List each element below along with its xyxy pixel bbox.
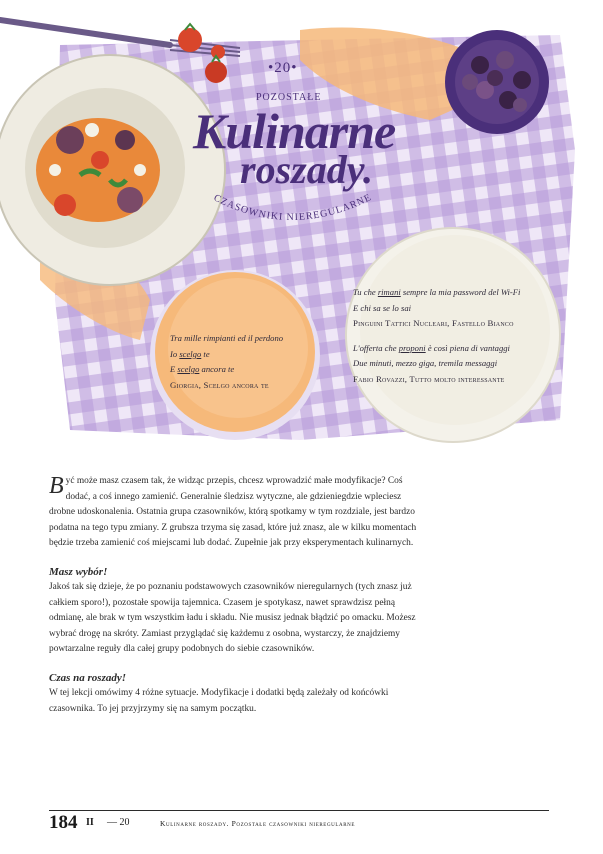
page-footer — [49, 810, 549, 840]
fork — [0, 20, 170, 45]
intro-paragraph: Być może masz czasem tak, że widząc przepis, chcesz wprowadzić małe modyfikacje? Coś dodać, a coś innego zamienić. Generalnie śledzisz wytyczne, ale gdzieniegdzie wpleciesz drobne udoskonalenia. Ostatnia grupa czasowników, którą spotkamy w tym rozdziale, jest bardzo podatna na tego typu zmiany. Z grubsza trzyma się zasad, które już znasz, ale w kilku momentach będzie trzeba zamienić coś miejscami lub dodać. Zupełnie jak przy eksperymentach kulinarnych. — [49, 473, 417, 549]
lyric-credit: Giorgia, Scelgo ancora te — [170, 379, 269, 390]
footer-rule — [49, 810, 549, 811]
lesson-number: •20• — [268, 60, 298, 76]
paragraph: W tej lekcji omówimy 4 różne sytuacje. Modyfikacje i dodatki będą zależały od końcówki czasownika. To jej przyjrzymy się na samym początku. — [49, 687, 389, 714]
paragraph: Jakoś tak się dzieje, że po poznaniu podstawowych czasowników nieregularnych (tych znasz już całkiem sporo!), pozostałe spowija tajemnica. Czasem je spotykasz, nawet sprawdzisz pełną odmianę, ale brak w tym wszystkim ładu i składu. Nie musisz jednak błądzić po omacku. Możesz wybrać drogę na skróty. Zamiast przyglądać się każdemu z osobna, wystarczy, że znajdziemy powtarzalne reguły dla całej grupy podobnych do siebie czasowników. — [49, 581, 416, 655]
arc-subtitle: CZASOWNIKI NIEREGULARNE — [211, 191, 374, 224]
drop-cap: B — [49, 473, 64, 499]
unit-number: — 20 — [107, 817, 130, 828]
page-title-line1: Kulinarne — [193, 103, 396, 159]
tomato — [205, 61, 227, 83]
page-title-line2: roszady. — [240, 147, 373, 192]
section-heading: Masz wybór! — [49, 565, 108, 578]
lyric-credit: Pinguini Tattici Nucleari, Fastello Bianco — [353, 318, 514, 328]
tomato — [178, 28, 202, 52]
unit-label: II — [86, 817, 94, 828]
lyric-quote-right: Tu che rimani sempre la mia password del Wi-Fi E chi sa se lo sai Pinguini Tattici Nucleari, Fastello Bianco L'offerta che proponi è così piena di vantaggi Due minuti, mezzo giga, tremila messaggi Fabio Rovazzi, Tutto molto interessante — [353, 285, 553, 387]
lyric-credit: Fabio Rovazzi, Tutto molto interessante — [353, 373, 505, 384]
lyric-quote-left: Tra mille rimpianti ed il perdono Io scelgo te E scelgo ancora te Giorgia, Scelgo ancora te — [170, 331, 320, 393]
running-title: Kulinarne roszady. Pozostałe czasowniki nieregularne — [160, 819, 356, 828]
article-body — [49, 474, 419, 717]
section-heading: Czas na roszady! — [49, 671, 127, 684]
page-number: 184 — [49, 812, 78, 833]
title-kicker: POZOSTAŁE — [256, 92, 322, 103]
